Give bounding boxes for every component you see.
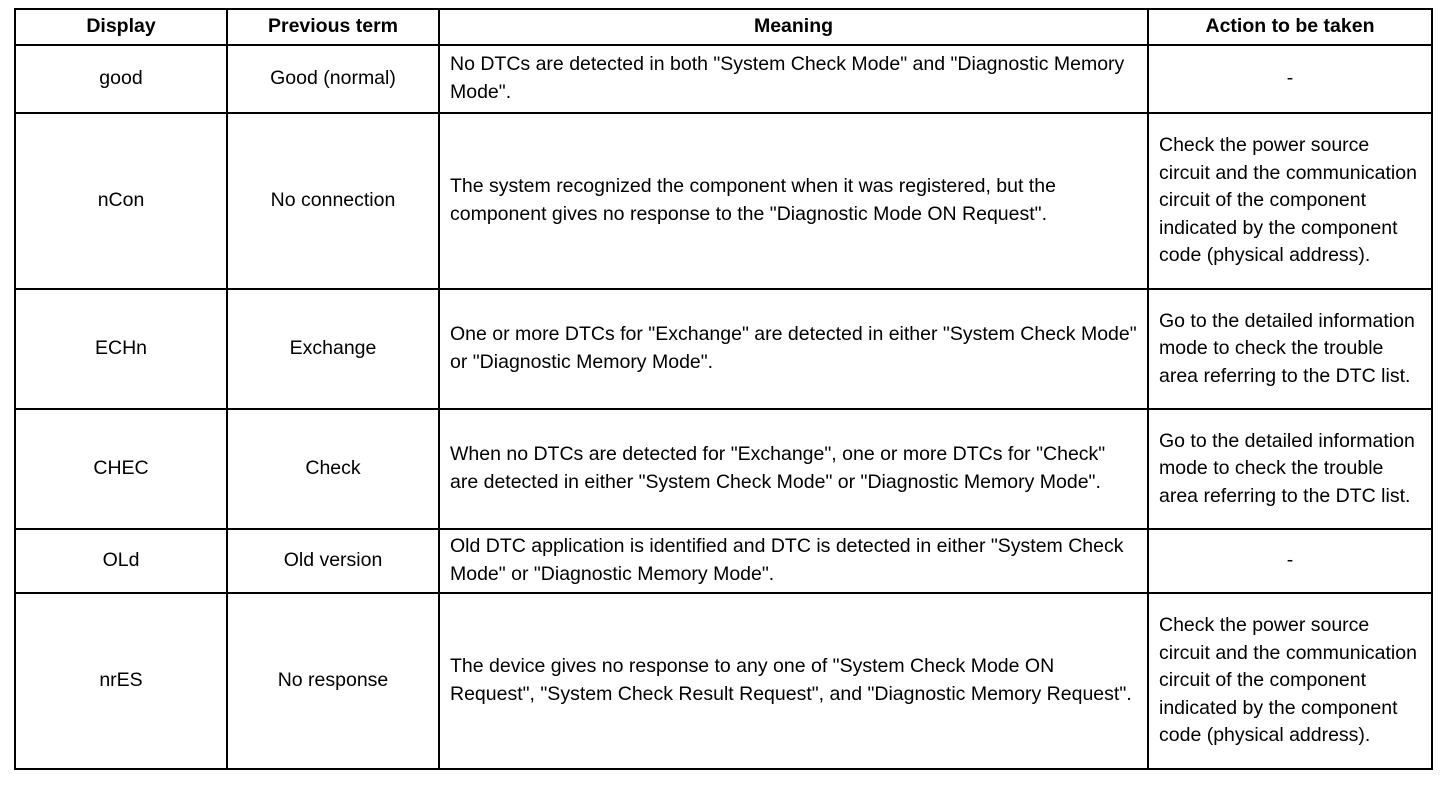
cell-meaning: One or more DTCs for "Exchange" are detected in either "System Check Mode" or "Diagnostic Memory Mode".: [439, 289, 1148, 409]
table-row: [15, 409, 1432, 529]
cell-previous-term: Check: [227, 409, 439, 529]
header-display: Display: [15, 9, 227, 45]
cell-meaning: The system recognized the component when it was registered, but the component gives no response to the "Diagnostic Mode ON Request".: [439, 113, 1148, 289]
cell-previous-term: Old version: [227, 529, 439, 593]
cell-display: OLd: [15, 529, 227, 593]
table-row: [15, 45, 1432, 113]
cell-meaning: No DTCs are detected in both "System Check Mode" and "Diagnostic Memory Mode".: [439, 45, 1148, 113]
table-header-row: [15, 9, 1432, 45]
cell-display: nCon: [15, 113, 227, 289]
table-row: [15, 113, 1432, 289]
table-row: [15, 529, 1432, 593]
cell-action: Check the power source circuit and the communication circuit of the component indicated by the component code (physical address).: [1148, 113, 1432, 289]
cell-action: Go to the detailed information mode to check the trouble area referring to the DTC list.: [1148, 289, 1432, 409]
cell-previous-term: Good (normal): [227, 45, 439, 113]
cell-display: CHEC: [15, 409, 227, 529]
cell-display: ECHn: [15, 289, 227, 409]
cell-meaning: The device gives no response to any one of "System Check Mode ON Request", "System Check Result Request", and "Diagnostic Memory Request".: [439, 593, 1148, 769]
cell-action: Go to the detailed information mode to check the trouble area referring to the DTC list.: [1148, 409, 1432, 529]
cell-meaning: Old DTC application is identified and DTC is detected in either "System Check Mode" or "Diagnostic Memory Mode".: [439, 529, 1148, 593]
cell-previous-term: Exchange: [227, 289, 439, 409]
header-previous-term: Previous term: [227, 9, 439, 45]
cell-display: good: [15, 45, 227, 113]
cell-previous-term: No response: [227, 593, 439, 769]
cell-action: -: [1148, 529, 1432, 593]
cell-meaning: When no DTCs are detected for "Exchange", one or more DTCs for "Check" are detected in either "System Check Mode" or "Diagnostic Memory Mode".: [439, 409, 1148, 529]
cell-action: Check the power source circuit and the communication circuit of the component indicated by the component code (physical address).: [1148, 593, 1432, 769]
cell-action: -: [1148, 45, 1432, 113]
header-action: Action to be taken: [1148, 9, 1432, 45]
header-meaning: Meaning: [439, 9, 1148, 45]
cell-previous-term: No connection: [227, 113, 439, 289]
dtc-display-table: [14, 8, 1433, 770]
table-row: [15, 593, 1432, 769]
cell-display: nrES: [15, 593, 227, 769]
table-row: [15, 289, 1432, 409]
